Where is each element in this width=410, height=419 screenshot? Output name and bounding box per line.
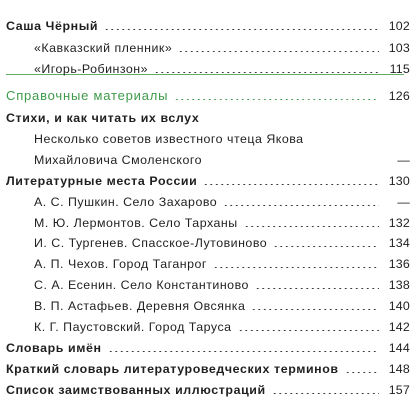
dot-leader <box>273 246 379 247</box>
toc-entry-page: 103 <box>388 41 410 55</box>
toc-entry-page: 142 <box>388 320 410 334</box>
dot-leader <box>272 393 379 394</box>
toc-entry-advice-line-1[interactable] <box>0 127 410 147</box>
toc-entry-page: 136 <box>388 257 410 271</box>
toc-entry-title: В. П. Астафьев. Деревня Овсянка <box>34 299 246 313</box>
toc-entry-title: К. Г. Паустовский. Город Таруса <box>34 320 232 334</box>
toc-entry-page: — <box>397 195 410 209</box>
toc-entry-title: «Кавказский пленник» <box>34 41 173 55</box>
toc-entry-dictionary-names[interactable] <box>0 336 410 356</box>
toc-entry-terms-dictionary[interactable] <box>0 357 410 377</box>
toc-entry-page: 144 <box>388 341 410 355</box>
dot-leader <box>203 184 379 185</box>
toc-entry-title: Михайловича Смоленского <box>34 153 202 167</box>
toc-entry-astafiev[interactable] <box>0 294 410 314</box>
toc-entry-page: 134 <box>388 236 410 250</box>
toc-entry-title: Литературные места России <box>6 174 198 188</box>
toc-entry-turgenev[interactable] <box>0 231 410 251</box>
dot-leader <box>104 29 379 30</box>
toc-entry-title: А. П. Чехов. Город Таганрог <box>34 257 207 271</box>
toc-entry-title: Список заимствованных иллюстраций <box>6 383 266 397</box>
toc-entry-lermontov[interactable] <box>0 211 410 231</box>
dot-leader <box>251 309 379 310</box>
toc-entry-advice-line-2[interactable] <box>0 148 410 168</box>
toc-entry-page: 130 <box>388 174 410 188</box>
toc-entry-title: Краткий словарь литературоведческих терминов <box>6 362 339 376</box>
toc-entry-title: А. С. Пушкин. Село Захарово <box>34 195 218 209</box>
toc-entry-paustovsky[interactable] <box>0 315 410 335</box>
toc-entry-kavkazsky-plennik[interactable] <box>0 36 410 56</box>
dot-leader <box>108 351 379 352</box>
toc-entry-literary-places[interactable] <box>0 169 410 189</box>
toc-entry-page: 115 <box>389 62 410 76</box>
toc-entry-title: И. С. Тургенев. Спасское-Лутовиново <box>34 236 268 250</box>
toc-entry-page: — <box>397 153 410 167</box>
dot-leader <box>238 330 379 331</box>
toc-entry-page: 140 <box>388 299 410 313</box>
toc-entry-title: Несколько советов известного чтеца Якова <box>34 132 304 146</box>
toc-entry-title: М. Ю. Лермонтов. Село Тарханы <box>34 216 238 230</box>
toc-entry-page: 157 <box>388 383 410 397</box>
toc-entry-chekhov[interactable] <box>0 252 410 272</box>
toc-entry-page: 148 <box>388 362 410 376</box>
toc-entry-title: Словарь имён <box>6 341 102 355</box>
dot-leader <box>174 99 379 100</box>
toc-entry-title: «Игорь-Робинзон» <box>34 62 149 76</box>
dot-leader <box>213 267 379 268</box>
dot-leader <box>154 72 379 73</box>
toc-entry-page: 102 <box>388 19 410 33</box>
toc-section-reference-materials[interactable] <box>0 84 410 104</box>
dot-leader <box>178 51 379 52</box>
toc-entry-page: 126 <box>388 89 410 103</box>
toc-entry-igor-robinzon[interactable] <box>0 57 410 77</box>
toc-entry-page: 132 <box>388 216 410 230</box>
toc-entry-sasha-chyorny[interactable] <box>0 14 410 34</box>
dot-leader <box>223 205 379 206</box>
dot-leader <box>255 288 379 289</box>
toc-entry-title: Саша Чёрный <box>6 19 99 33</box>
dot-leader <box>345 372 379 373</box>
toc-entry-title: С. А. Есенин. Село Константиново <box>34 278 249 292</box>
toc-entry-poems-reading[interactable] <box>0 106 410 126</box>
toc-entry-illustrations-list[interactable] <box>0 378 410 398</box>
dot-leader <box>244 226 379 227</box>
toc-entry-title: Стихи, и как читать их вслух <box>6 111 200 125</box>
toc-entry-page: 138 <box>388 278 410 292</box>
toc-entry-esenin[interactable] <box>0 273 410 293</box>
toc-entry-pushkin[interactable] <box>0 190 410 210</box>
toc-section-title: Справочные материалы <box>6 88 169 103</box>
